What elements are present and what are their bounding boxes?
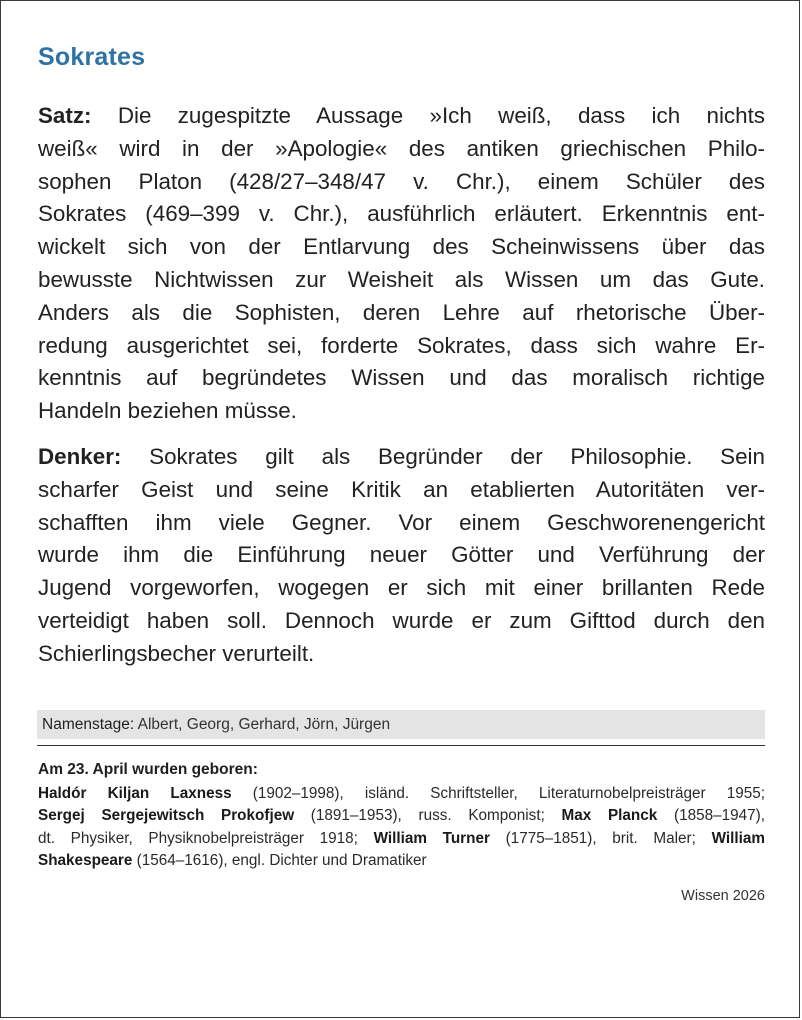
born-list [38,783,765,872]
satz-line-3: sophen Platon (428/27–348/47 v. Chr.), einem Schüler des [38,168,765,194]
denker-lead: Denker: [38,444,122,469]
page-title: Sokrates [38,43,146,71]
denker-line-5: Jugend vorgeworfen, wogegen er sich mit einer brillanten Rede [38,575,765,601]
born-person-name: Sergej Sergejewitsch Prokofjew [38,807,295,825]
born-person-name: William [711,829,765,847]
satz-line-10: Handeln beziehen müsse. [38,398,297,424]
namenstage-bar [37,710,765,739]
born-line-3: dt. Physiker, Physiknobelpreisträger 1918; William Turner (1775–1851), brit. Maler; William [38,829,765,847]
denker-line-6: verteidigt haben soll. Dennoch wurde er zum Gifttod durch den [38,607,765,633]
denker-line-7: Schierlingsbecher verurteilt. [38,640,315,666]
denker-paragraph [38,441,765,671]
section-divider [37,745,765,746]
satz-line-5: wickelt sich von der Entlarvung des Scheinwissens über das [38,234,765,260]
satz-line-8: redung ausgerichtet sei, forderte Sokrates, dass sich wahre Er- [38,332,765,358]
satz-line-7: Anders als die Sophisten, deren Lehre auf rhetorische Über- [38,299,765,325]
born-person-name: Shakespeare [38,851,133,869]
born-line-4: Shakespeare (1564–1616), engl. Dichter und Dramatiker [38,851,427,869]
satz-paragraph [38,100,765,428]
footer-label: Wissen 2026 [681,888,765,904]
born-person-name: Max Planck [561,807,658,825]
denker-line-1: Denker: Sokrates gilt als Begründer der Philosophie. Sein [38,444,765,469]
namenstage-label: Namenstage: [42,716,135,733]
denker-line-4: wurde ihm die Einführung neuer Götter und Verführung der [38,542,765,568]
born-heading: Am 23. April wurden geboren: [38,761,258,778]
denker-line-3: schafften ihm viele Gegner. Vor einem Geschworenengericht [38,509,765,535]
satz-line-6: bewusste Nichtwissen zur Weisheit als Wissen um das Gute. [38,266,765,292]
denker-line-2: scharfer Geist und seine Kritik an etablierten Autoritäten ver- [38,476,765,502]
satz-line-9: kenntnis auf begründetes Wissen und das moralisch richtige [38,365,765,391]
born-person-name: Haldór Kiljan Laxness [38,785,232,802]
born-line-1: Haldór Kiljan Laxness (1902–1998), isländ. Schriftsteller, Literaturnobelpreisträger 1955; [38,785,765,802]
satz-line-4: Sokrates (469–399 v. Chr.), ausführlich erläutert. Erkenntnis ent- [38,201,765,227]
satz-line-1: Satz: Die zugespitzte Aussage »Ich weiß, dass ich nichts [38,103,765,128]
born-person-name: William Turner [373,829,490,847]
satz-lead: Satz: [38,103,92,128]
namenstage-names: Albert, Georg, Gerhard, Jörn, Jürgen [134,716,391,733]
born-line-2: Sergej Sergejewitsch Prokofjew (1891–1953), russ. Komponist; Max Planck (1858–1947), [38,807,765,825]
satz-line-2: weiß« wird in der »Apologie« des antiken griechischen Philo- [38,135,765,161]
